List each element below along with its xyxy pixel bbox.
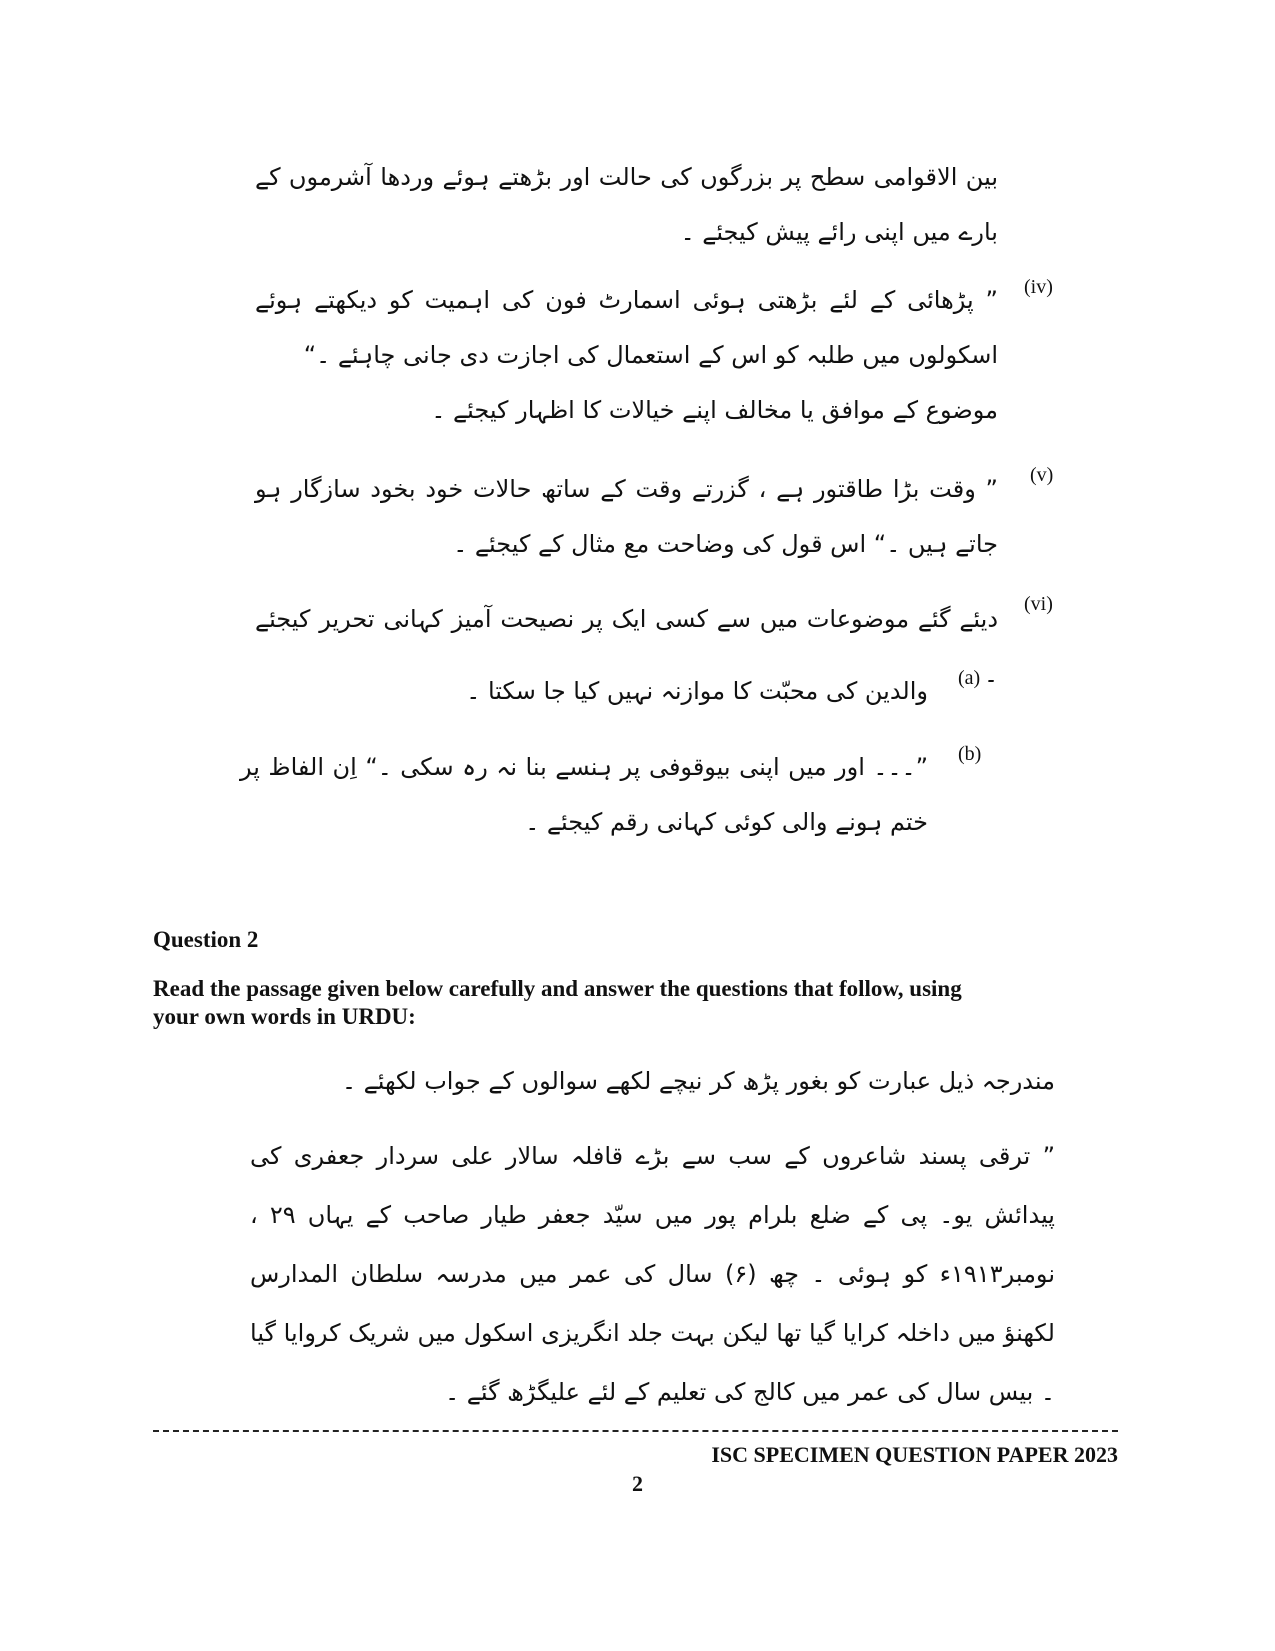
item-vi-text: دیئے گئے موضوعات میں سے کسی ایک پر نصیحت آمیز کہانی تحریر کیجئے ۔ (255, 605, 998, 688)
passage: ” ترقی پسند شاعروں کے سب سے بڑے قافلہ سالار علی سردار جعفری کی پیدائش یو۔ پی کے ضلع بلرام پور میں سیّد جعفر طیار صاحب کے یہاں ۲۹ ، نومبر۱۹۱۳ء کو ہوئی ۔ چھ (۶) سال کی عمر میں مدرسہ سلطان المدارس لکھنؤ میں داخلہ کرایا گیا تھا لیکن بہت جلد انگریزی اسکول میں شریک کروایا گیا ۔ بیس سال کی عمر میں کالج کی تعلیم کے لئے علیگڑھ گئے ۔ (250, 1142, 1056, 1406)
subitem-number-a: (a) (958, 667, 981, 689)
subitem-b-text: ”۔۔۔ اور میں اپنی بیوقوفی پر ہنسے بنا نہ رہ سکی ۔“ اِن الفاظ پر ختم ہونے والی کوئی کہانی رقم کیجئے ۔ (240, 753, 928, 836)
footer-divider (153, 1430, 1118, 1432)
footer-title: ISC SPECIMEN QUESTION PAPER 2023 (711, 1442, 1118, 1467)
question-2-heading: Question 2 (153, 927, 259, 952)
urdu-instruction: مندرجہ ذیل عبارت کو بغور پڑھ کر نیچے لکھے سوالوں کے جواب لکھئے ۔ (341, 1067, 1055, 1095)
subitem-a-text: والدین کی محبّت کا موازنہ نہیں کیا جا سکتا ۔ (466, 677, 928, 705)
page-number: 2 (632, 1471, 643, 1496)
item-number-iv: (iv) (1024, 276, 1053, 298)
item-v-text: ” وقت بڑا طاقتور ہے ، گزرتے وقت کے ساتھ حالات خود بخود سازگار ہو جاتے ہیں ۔“ اس قول کی وضاحت مع مثال کے کیجئے ۔ (255, 475, 998, 558)
intro-text: بین الاقوامی سطح پر بزرگوں کی حالت اور بڑھتے ہوئے وردھا آشرموں کے بارے میں اپنی رائے پیش کیجئے ۔ (255, 163, 998, 246)
item-number-vi: (vi) (1024, 593, 1053, 615)
item-number-v: (v) (1030, 464, 1054, 486)
item-iv-instruction: موضوع کے موافق یا مخالف اپنے خیالات کا اظہار کیجئے ۔ (431, 396, 998, 424)
question-2-instruction: Read the passage given below carefully and answer the questions that follow, using your own words in URDU: (153, 976, 962, 1029)
subitem-number-b: (b) (958, 743, 982, 765)
item-iv-text: ” پڑھائی کے لئے بڑھتی ہوئی اسمارٹ فون کی اہمیت کو دیکھتے ہوئے اسکولوں میں طلبہ کو اس کے استعمال کی اجازت دی جانی چاہئے ۔“ (255, 286, 998, 369)
